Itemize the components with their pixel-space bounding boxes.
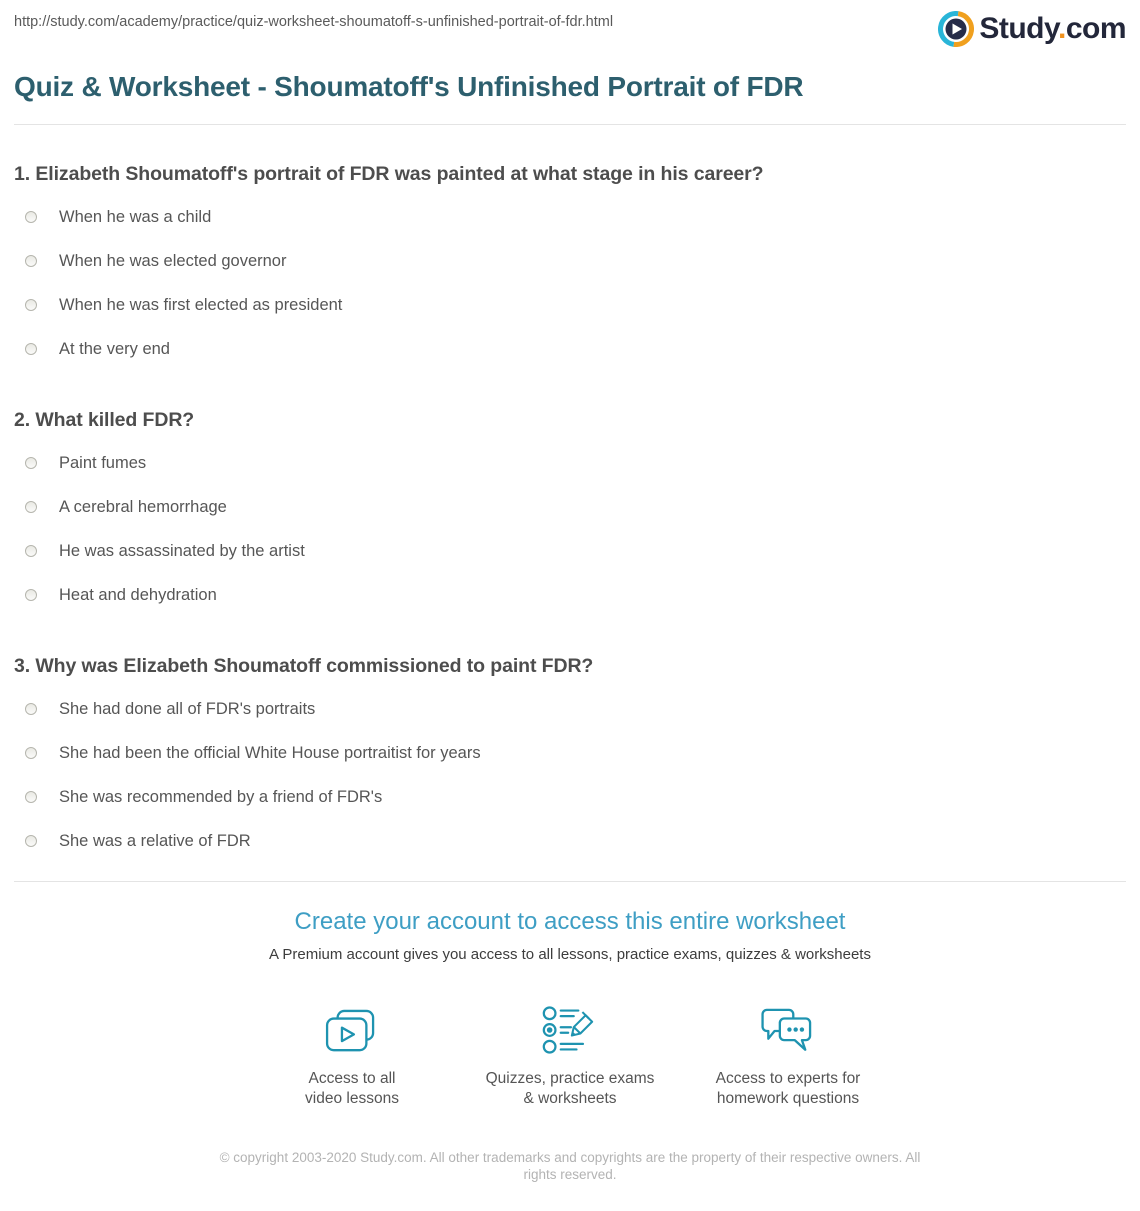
option-row[interactable] [14,775,1126,819]
radio-button[interactable] [25,343,37,355]
radio-button[interactable] [25,791,37,803]
quiz-worksheet-icon [461,1003,679,1055]
question-section-1 [14,163,1126,371]
options-list [14,195,1126,371]
header [14,0,1126,47]
question-section-3 [14,655,1126,863]
option-label[interactable]: He was assassinated by the artist [59,542,305,560]
options-list [14,441,1126,617]
question-heading: 1. Elizabeth Shoumatoff's portrait of FDR was painted at what stage in his career? [14,163,764,185]
option-row[interactable] [14,573,1126,617]
radio-button[interactable] [25,545,37,557]
logo-play-icon [938,11,974,47]
radio-button[interactable] [25,255,37,267]
option-row[interactable] [14,687,1126,731]
option-label[interactable]: Heat and dehydration [59,586,217,604]
option-row[interactable] [14,441,1126,485]
radio-button[interactable] [25,835,37,847]
feature-experts [679,1003,897,1109]
promo-section [14,908,1126,1183]
option-label[interactable]: At the very end [59,340,170,358]
option-row[interactable] [14,327,1126,371]
radio-button[interactable] [25,299,37,311]
title-divider [14,124,1126,125]
radio-button[interactable] [25,501,37,513]
question-section-2 [14,409,1126,617]
url-text: http://study.com/academy/practice/quiz-worksheet-shoumatoff-s-unfinished-portrait-of-fdr.html [14,14,614,30]
logo-wordmark: Study.com [979,12,1126,45]
question-heading: 2. What killed FDR? [14,409,195,431]
feature-label: Quizzes, practice exams & worksheets [485,1070,655,1107]
option-label[interactable]: She was a relative of FDR [59,832,251,850]
promo-divider [14,881,1126,882]
option-row[interactable] [14,283,1126,327]
feature-label: Access to experts for homework questions [715,1070,861,1107]
radio-button[interactable] [25,457,37,469]
option-label[interactable]: Paint fumes [59,454,147,472]
experts-chat-icon [679,1003,897,1055]
option-row[interactable] [14,731,1126,775]
create-account-link[interactable]: Create your account to access this entire worksheet [294,908,846,935]
option-label[interactable]: She was recommended by a friend of FDR's [59,788,383,806]
promo-subheading: A Premium account gives you access to all lessons, practice exams, quizzes & worksheets [269,946,871,963]
radio-button[interactable] [25,211,37,223]
studycom-logo[interactable] [938,11,1126,47]
radio-button[interactable] [25,703,37,715]
page-title: Quiz & Worksheet - Shoumatoff's Unfinished Portrait of FDR [14,71,804,102]
feature-label: Access to all video lessons [305,1070,399,1107]
question-heading: 3. Why was Elizabeth Shoumatoff commissioned to paint FDR? [14,655,594,677]
option-label[interactable]: When he was first elected as president [59,296,343,314]
option-label[interactable]: She had been the official White House portraitist for years [59,744,481,762]
radio-button[interactable] [25,589,37,601]
option-label[interactable]: When he was a child [59,208,212,226]
option-row[interactable] [14,529,1126,573]
options-list [14,687,1126,863]
feature-video-lessons [243,1003,461,1109]
option-row[interactable] [14,239,1126,283]
option-label[interactable]: A cerebral hemorrhage [59,498,227,516]
option-label[interactable]: She had done all of FDR's portraits [59,700,316,718]
features-row [14,1003,1126,1109]
option-row[interactable] [14,819,1126,863]
option-row[interactable] [14,195,1126,239]
copyright-text: © copyright 2003-2020 Study.com. All other trademarks and copyrights are the property of their respective owners. All rights reserved. [219,1150,921,1182]
option-label[interactable]: When he was elected governor [59,252,287,270]
option-row[interactable] [14,485,1126,529]
radio-button[interactable] [25,747,37,759]
video-lessons-icon [243,1003,461,1055]
feature-quizzes [461,1003,679,1109]
